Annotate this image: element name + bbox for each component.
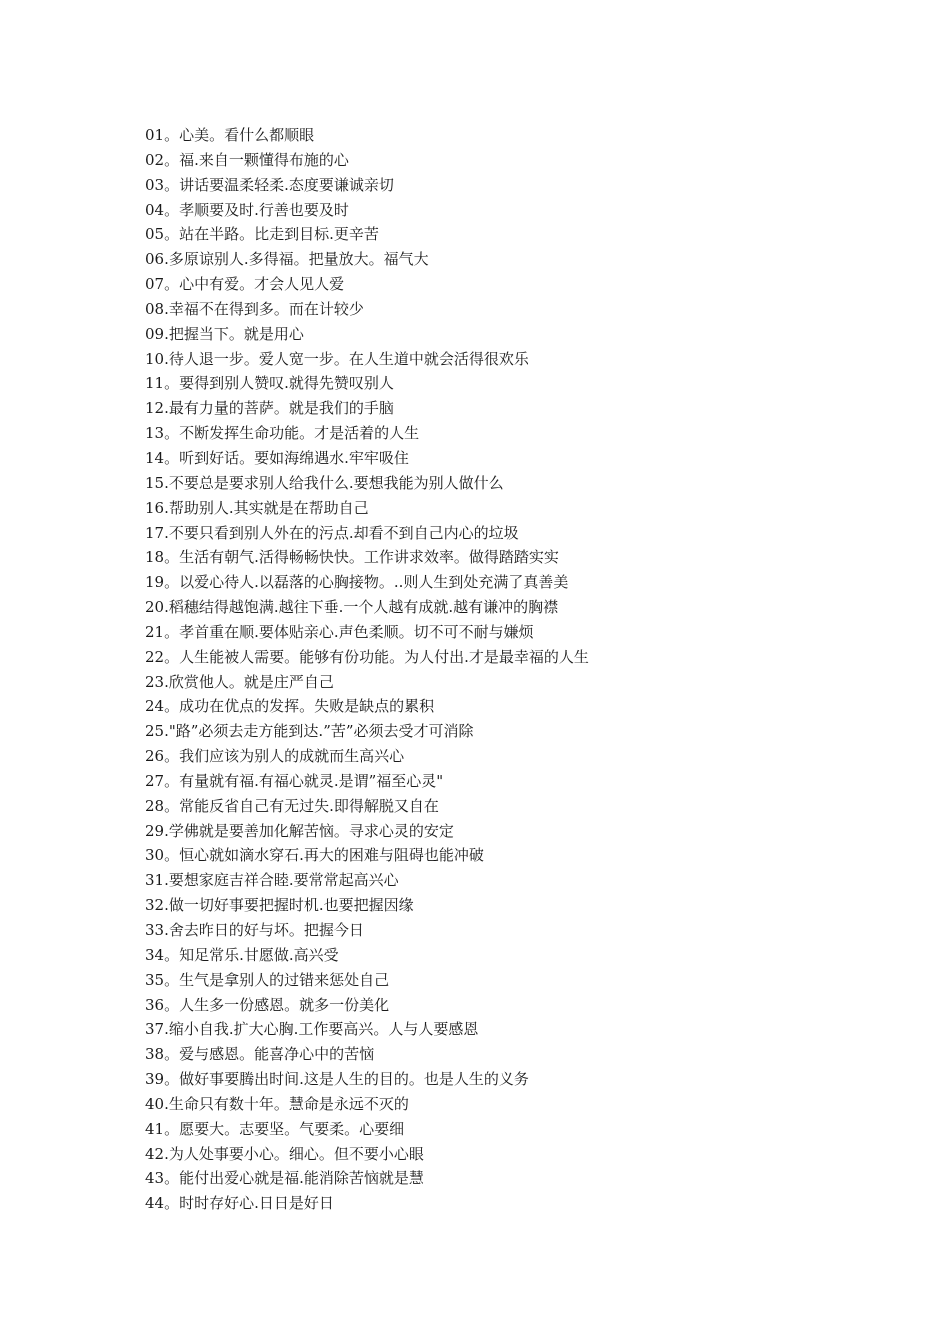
quote-line-13: 13。不断发挥生命功能。才是活着的人生 [145,424,420,443]
quote-line-36: 36。人生多一份感恩。就多一份美化 [145,995,390,1014]
quote-line-42: 42.为人处事要小心。细心。但不要小心眼 [145,1144,424,1163]
quote-line-29: 29.学佛就是要善加化解苦恼。寻求心灵的安定 [145,821,454,840]
quote-line-16: 16.帮助别人.其实就是在帮助自己 [145,498,369,517]
quote-line-18: 18。生活有朝气.活得畅畅快快。工作讲求效率。做得踏踏实实 [145,548,559,567]
quote-line-33: 33.舍去昨日的好与坏。把握今日 [145,921,364,939]
quote-line-12: 12.最有力量的菩萨。就是我们的手脑 [145,399,394,418]
quote-line-44: 44。时时存好心.日日是好日 [145,1194,334,1213]
quote-line-22: 22。人生能被人需要。能够有份功能。为人付出.才是最幸福的人生 [145,647,589,666]
quote-line-26: 26。我们应该为别人的成就而生高兴心 [145,747,405,766]
quote-line-15: 15.不要总是要求别人给我什么.要想我能为别人做什么 [145,473,504,492]
quote-line-21: 21。孝首重在顺.要体贴亲心.声色柔顺。切不可不耐与嫌烦 [145,622,534,641]
quote-line-35: 35。生气是拿别人的过错来惩处自己 [145,970,390,989]
quote-line-11: 11。要得到别人赞叹.就得先赞叹别人 [145,374,394,393]
quote-line-24: 24。成功在优点的发挥。失败是缺点的累积 [145,697,435,716]
quote-line-04: 04。孝顺要及时.行善也要及时 [145,200,349,219]
quote-line-41: 41。愿要大。志要坚。气要柔。心要细 [145,1119,405,1138]
quote-line-27: 27。有量就有福.有福心就灵.是谓”福至心灵" [145,771,444,790]
quote-line-38: 38。爱与感恩。能喜净心中的苦恼 [145,1045,375,1064]
quote-line-31: 31.要想家庭吉祥合睦.要常常起高兴心 [145,871,399,890]
quote-line-07: 07。心中有爱。才会人见人爱 [145,275,345,294]
quote-line-39: 39。做好事要腾出时间.这是人生的目的。也是人生的义务 [145,1070,529,1089]
quote-line-06: 06.多原谅别人.多得福。把量放大。福气大 [145,250,429,269]
quote-line-09: 09.把握当下。就是用心 [145,324,304,343]
quote-line-01: 01。心美。看什么都顺眼 [145,126,315,144]
quote-line-23: 23.欣赏他人。就是庄严自己 [145,672,334,691]
quote-line-14: 14。听到好话。要如海绵遇水.牢牢吸住 [145,448,409,467]
quote-line-05: 05。站在半路。比走到目标.更辛苦 [145,225,379,244]
quote-line-37: 37.缩小自我.扩大心胸.工作要高兴。人与人要感恩 [145,1020,479,1039]
quote-line-03: 03。讲话要温柔轻柔.态度要谦诚亲切 [145,175,394,194]
quote-line-34: 34。知足常乐.甘愿做.高兴受 [145,945,339,964]
quote-line-32: 32.做一切好事要把握时机.也要把握因缘 [145,896,414,915]
quote-line-17: 17.不要只看到别人外在的污点.却看不到自己内心的垃圾 [145,523,519,542]
quote-line-08: 08.幸福不在得到多。而在计较少 [145,299,364,318]
quote-line-19: 19。以爱心待人.以磊落的心胸接物。..则人生到处充满了真善美 [145,573,569,592]
quote-line-43: 43。能付出爱心就是福.能消除苦恼就是慧 [145,1169,424,1188]
quote-line-40: 40.生命只有数十年。慧命是永远不灭的 [145,1094,409,1113]
quote-list [145,123,865,1216]
quote-line-20: 20.稻穗结得越饱满.越往下垂.一个人越有成就.越有谦冲的胸襟 [145,598,559,617]
quote-line-02: 02。福.来自一颗懂得布施的心 [145,150,349,169]
quote-line-10: 10.待人退一步。爱人宽一步。在人生道中就会活得很欢乐 [145,349,529,368]
quote-line-28: 28。常能反省自己有无过失.即得解脱又自在 [145,796,439,815]
quote-line-30: 30。恒心就如滴水穿石.再大的困难与阻碍也能冲破 [145,846,484,865]
quote-line-25: 25."路”必须去走方能到达.”苦”必须去受才可消除 [145,722,474,741]
